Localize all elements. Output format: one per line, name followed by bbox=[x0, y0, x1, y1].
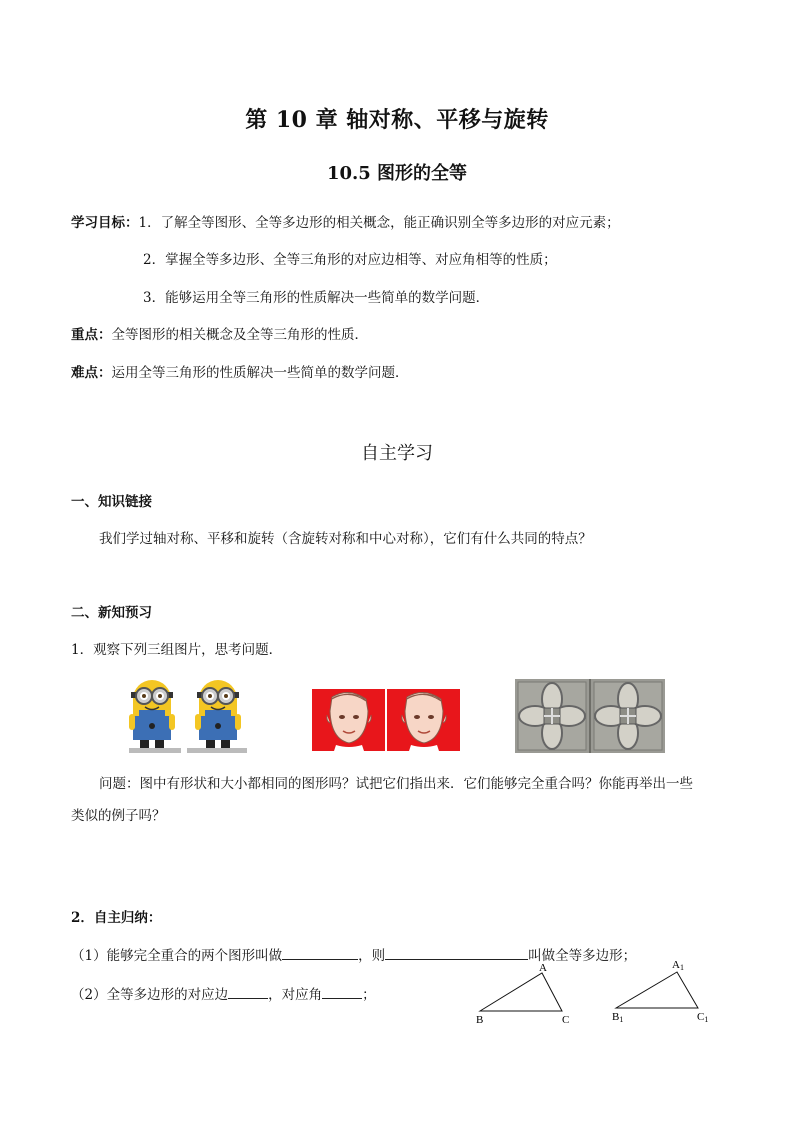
minion-right bbox=[187, 680, 247, 753]
goal-1: 1．了解全等图形、全等多边形的相关概念，能正确识别全等多边形的对应元素； bbox=[138, 215, 620, 231]
label-c1: C1 bbox=[697, 1011, 709, 1024]
question-1: 1．观察下列三组图片，思考问题． bbox=[71, 642, 283, 658]
tile-right bbox=[591, 679, 665, 753]
blank-3[interactable] bbox=[228, 984, 268, 999]
q2-heading: 2．自主归纳： bbox=[71, 910, 162, 926]
goal-3: 3．能够运用全等三角形的性质解决一些简单的数学问题． bbox=[143, 290, 490, 306]
label-c: C bbox=[562, 1014, 570, 1026]
part1-text: 我们学过轴对称、平移和旋转（含旋转对称和中心对称），它们有什么共同的特点？ bbox=[99, 531, 592, 547]
label-b: B bbox=[476, 1014, 484, 1026]
fill1-text-c: 叫做全等多边形； bbox=[528, 948, 637, 964]
minion-pair-image bbox=[127, 672, 247, 756]
fill1-text-a: （1）能够完全重合的两个图形叫做 bbox=[71, 948, 283, 964]
tile-left bbox=[515, 679, 589, 753]
goals-label: 学习目标： bbox=[71, 215, 139, 231]
section-title: 10.5 图形的全等 bbox=[326, 163, 468, 184]
tile-pair-image bbox=[515, 679, 665, 753]
part2-heading: 二、新知预习 bbox=[71, 605, 152, 621]
goal-1-line bbox=[71, 211, 620, 231]
part1-heading: 一、知识链接 bbox=[71, 494, 152, 510]
fill-line-2 bbox=[71, 983, 376, 1003]
key-point-text: 全等图形的相关概念及全等三角形的性质． bbox=[111, 327, 368, 343]
fill2-text-b: ，对应角 bbox=[268, 987, 323, 1003]
triangle-abc bbox=[476, 962, 569, 1026]
label-a1: A1 bbox=[672, 959, 684, 972]
fill2-text-c: ； bbox=[362, 987, 376, 1003]
key-point-line bbox=[71, 323, 368, 343]
difficulty-text: 运用全等三角形的性质解决一些简单的数学问题． bbox=[111, 365, 409, 381]
face-pair-image bbox=[312, 689, 460, 751]
difficulty-line bbox=[71, 361, 409, 381]
blank-1[interactable] bbox=[282, 945, 358, 960]
triangle-a1b1c1 bbox=[612, 959, 708, 1024]
fill2-text-a: （2）全等多边形的对应边 bbox=[71, 987, 229, 1003]
chapter-title: 第 10 章 轴对称、平移与旋转 bbox=[245, 107, 549, 133]
blank-4[interactable] bbox=[322, 984, 362, 999]
question-text-line1: 问题：图中有形状和大小都相同的图形吗？试把它们指出来．它们能够完全重合吗？你能再举出一些 bbox=[99, 776, 693, 792]
fill1-text-b: ，则 bbox=[358, 948, 386, 964]
key-point-label: 重点： bbox=[71, 327, 112, 343]
minion-left bbox=[129, 680, 181, 753]
label-a: A bbox=[539, 962, 547, 974]
difficulty-label: 难点： bbox=[71, 365, 112, 381]
goal-2: 2．掌握全等多边形、全等三角形的对应边相等、对应角相等的性质； bbox=[143, 252, 557, 268]
question-text-line2: 类似的例子吗？ bbox=[71, 808, 166, 824]
section-heading: 自主学习 bbox=[361, 443, 433, 464]
triangles-figure bbox=[470, 955, 730, 1030]
label-b1: B1 bbox=[612, 1011, 624, 1024]
